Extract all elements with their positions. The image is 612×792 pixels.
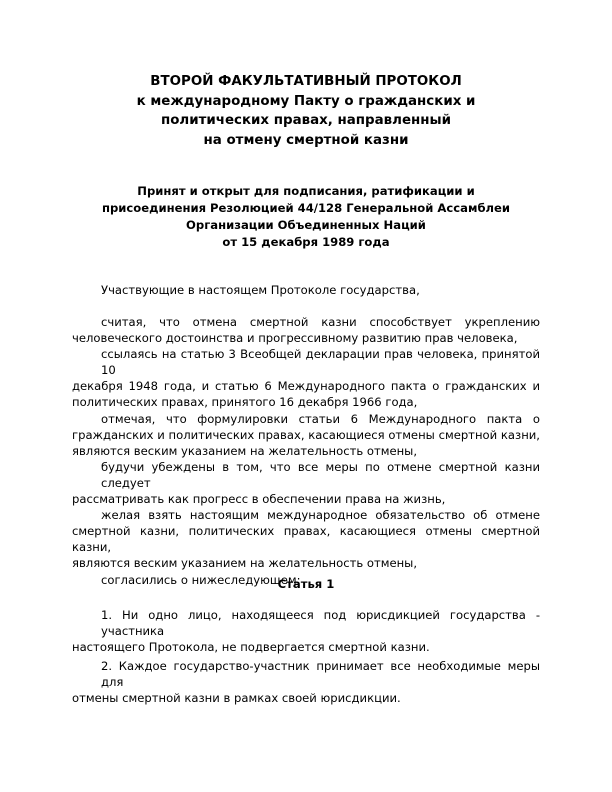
preamble-line: желая взять настоящим международное обязательство об отмене [101, 508, 540, 523]
preamble-line: смертной казни, политических правах, касающиеся отмены смертной казни, [72, 524, 540, 555]
preamble-line: политических правах, принятого 16 декабря 1966 года, [72, 395, 418, 410]
article-line: 1. Ни одно лицо, находящееся под юрисдикцией государства - участника [101, 608, 540, 639]
preamble-line: отмечая, что формулировки статьи 6 Международного пакта о [101, 411, 540, 426]
preamble-line: гражданских и политических правах, касающиеся отмены смертной казни, [72, 427, 540, 442]
subtitle-line: присоединения Резолюцией 44/128 Генеральной Ассамблеи [101, 201, 511, 215]
article-1-heading: Статья 1 [277, 577, 335, 591]
title-line: ВТОРОЙ ФАКУЛЬТАТИВНЫЙ ПРОТОКОЛ [150, 74, 462, 89]
preamble-line: будучи убеждены в том, что все меры по отмене смертной казни следует [101, 459, 540, 490]
preamble-intro-text: Участвующие в настоящем Протоколе государства, [101, 283, 420, 297]
preamble-intro [72, 282, 540, 298]
title-line: на отмену смертной казни [203, 132, 409, 148]
document-subtitle [60, 183, 552, 251]
subtitle-line: Организации Объединенных Наций [186, 218, 426, 232]
article-line: 2. Каждое государство-участник принимает все необходимые меры для [101, 659, 540, 690]
article-line: настоящего Протокола, не подвергается смертной казни. [72, 640, 430, 655]
preamble-line: человеческого достоинства и прогрессивному развитию прав человека, [72, 331, 518, 346]
document-title [60, 72, 552, 150]
preamble [72, 314, 540, 588]
article-1-paragraph-2 [72, 658, 540, 706]
article-1-paragraph-1 [72, 607, 540, 655]
preamble-line: рассматривать как прогресс в обеспечении права на жизнь, [72, 492, 446, 507]
preamble-line: считая, что отмена смертной казни способствует укреплению [101, 315, 540, 329]
preamble-line: декабря 1948 года, и статью 6 Международного пакта о гражданских и [72, 379, 540, 394]
preamble-line: согласились о нижеследующем: [101, 572, 301, 587]
preamble-line: являются веским указанием на желательность отмены, [72, 556, 418, 571]
title-line: политических правах, направленный [160, 113, 452, 128]
preamble-line: являются веским указанием на желательность отмены, [72, 443, 418, 458]
subtitle-line: Принят и открыт для подписания, ратификации и [137, 184, 475, 198]
article-line: отмены смертной казни в рамках своей юрисдикции. [72, 691, 401, 706]
preamble-line: ссылаясь на статью 3 Всеобщей декларации прав человека, принятой 10 [101, 347, 540, 378]
subtitle-line: от 15 декабря 1989 года [222, 235, 390, 249]
title-line: к международному Пакту о гражданских и [136, 93, 476, 109]
